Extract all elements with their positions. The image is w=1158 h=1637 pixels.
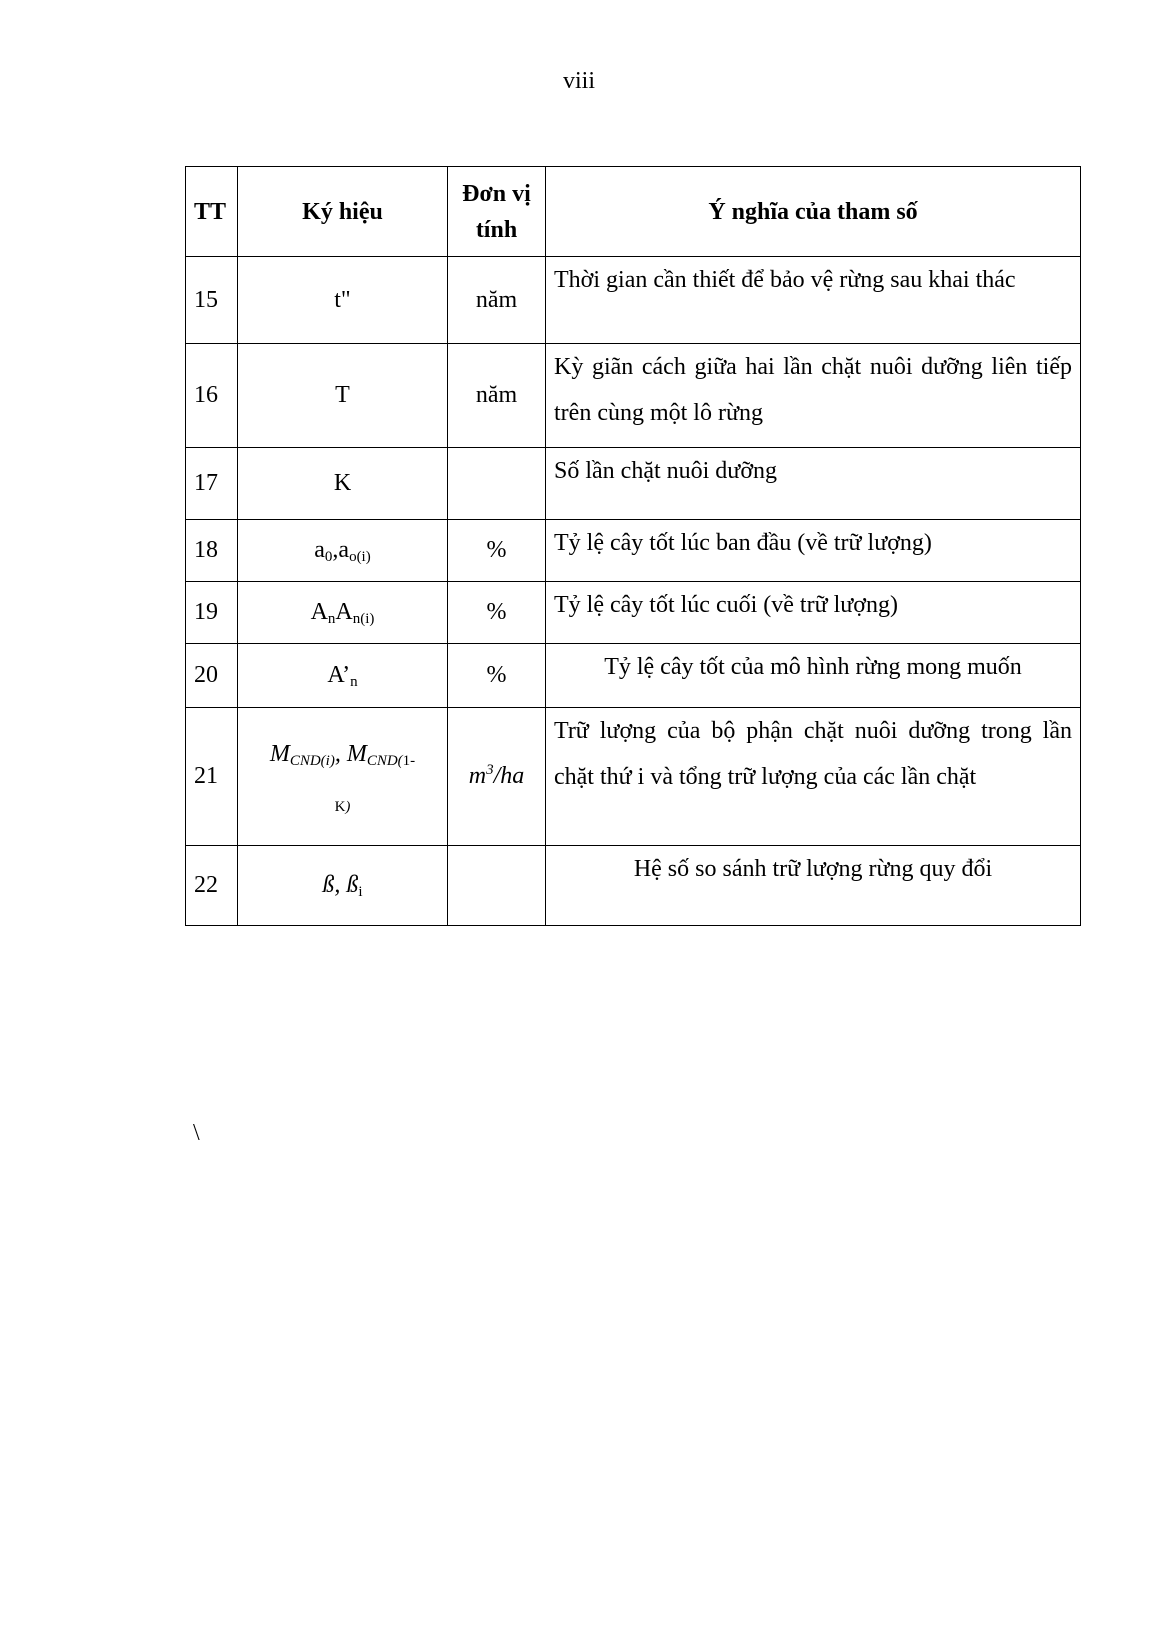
symbol-part: ,a bbox=[332, 537, 350, 563]
symbol-part: ß bbox=[322, 872, 335, 898]
row-unit bbox=[448, 708, 546, 846]
row-symbol: t" bbox=[238, 257, 448, 344]
page-number: viii bbox=[562, 68, 595, 94]
symbol-part: A bbox=[335, 599, 353, 625]
row-meaning: Tỷ lệ cây tốt của mô hình rừng mong muốn bbox=[546, 644, 1081, 708]
row-symbol: T bbox=[238, 344, 448, 448]
row-meaning: Tỷ lệ cây tốt lúc ban đầu (về trữ lượng) bbox=[546, 520, 1081, 582]
header-unit-line2: tính bbox=[475, 216, 518, 243]
header-unit bbox=[448, 167, 546, 257]
symbol-part: , bbox=[334, 740, 347, 767]
row-symbol bbox=[238, 644, 448, 708]
row-meaning: Hệ số so sánh trữ lượng rừng quy đổi bbox=[546, 846, 1081, 926]
table-row bbox=[186, 520, 1081, 582]
header-meaning: Ý nghĩa của tham số bbox=[546, 167, 1081, 257]
symbol-subscript: n(i) bbox=[352, 611, 375, 627]
row-symbol bbox=[238, 846, 448, 926]
symbol-subscript: n bbox=[327, 611, 336, 627]
symbol-part: M bbox=[269, 740, 290, 767]
header-tt: TT bbox=[186, 167, 238, 257]
row-tt: 22 bbox=[186, 846, 238, 926]
row-symbol bbox=[238, 708, 448, 846]
row-symbol bbox=[238, 520, 448, 582]
symbol-subscript: CND(i) bbox=[289, 752, 335, 769]
symbol-subscript: i bbox=[358, 884, 363, 900]
row-unit bbox=[448, 448, 546, 520]
symbol-part: A bbox=[310, 599, 328, 625]
row-unit: % bbox=[448, 644, 546, 708]
table-row bbox=[186, 448, 1081, 520]
symbol-part: , bbox=[334, 872, 347, 898]
unit-part: m bbox=[468, 763, 487, 789]
row-meaning: Trữ lượng của bộ phận chặt nuôi dưỡng trong lần chặt thứ i và tổng trữ lượng của các lần chặt bbox=[546, 708, 1081, 846]
symbol-subscript: 0 bbox=[324, 549, 333, 565]
row-tt: 18 bbox=[186, 520, 238, 582]
symbol-subscript: CND( bbox=[366, 752, 403, 769]
symbol-part: M bbox=[346, 740, 367, 767]
table-row bbox=[186, 708, 1081, 846]
row-symbol: K bbox=[238, 448, 448, 520]
row-meaning: Tỷ lệ cây tốt lúc cuối (về trữ lượng) bbox=[546, 582, 1081, 644]
row-tt: 16 bbox=[186, 344, 238, 448]
row-meaning: Kỳ giãn cách giữa hai lần chặt nuôi dưỡng liên tiếp trên cùng một lô rừng bbox=[546, 344, 1081, 448]
symbol-mcnd bbox=[246, 731, 439, 823]
row-tt: 19 bbox=[186, 582, 238, 644]
row-tt: 15 bbox=[186, 257, 238, 344]
table-row bbox=[186, 257, 1081, 344]
row-meaning bbox=[546, 257, 1081, 344]
row-tt: 17 bbox=[186, 448, 238, 520]
table-row bbox=[186, 582, 1081, 644]
unit-superscript: 3 bbox=[486, 762, 494, 778]
symbol-subscript: 1- bbox=[402, 752, 416, 769]
header-symbol: Ký hiệu bbox=[238, 167, 448, 257]
row-tt: 20 bbox=[186, 644, 238, 708]
table-row bbox=[186, 846, 1081, 926]
symbol-subscript: ) bbox=[345, 798, 351, 815]
row-unit: % bbox=[448, 582, 546, 644]
row-meaning-text: Thời gian cần thiết để bảo vệ rừng sau khai thác bbox=[554, 267, 1016, 293]
symbol-part: a bbox=[314, 537, 325, 563]
row-tt: 21 bbox=[186, 708, 238, 846]
parameter-table bbox=[185, 166, 1081, 926]
row-unit: năm bbox=[448, 344, 546, 448]
symbol-subscript: n bbox=[350, 674, 358, 690]
stray-backslash: \ bbox=[193, 1120, 200, 1146]
table-row bbox=[186, 344, 1081, 448]
row-symbol bbox=[238, 582, 448, 644]
symbol-part: A’ bbox=[327, 662, 351, 688]
symbol-subscript: o(i) bbox=[349, 549, 371, 565]
row-unit: năm bbox=[448, 257, 546, 344]
table-row bbox=[186, 644, 1081, 708]
symbol-subscript: K bbox=[334, 798, 346, 815]
table-header-row bbox=[186, 167, 1081, 257]
row-meaning: Số lần chặt nuôi dưỡng bbox=[546, 448, 1081, 520]
unit-part: /ha bbox=[493, 763, 525, 789]
symbol-part: ß bbox=[346, 872, 359, 898]
header-unit-line1: Đơn vị bbox=[462, 180, 531, 207]
row-unit bbox=[448, 846, 546, 926]
row-unit: % bbox=[448, 520, 546, 582]
